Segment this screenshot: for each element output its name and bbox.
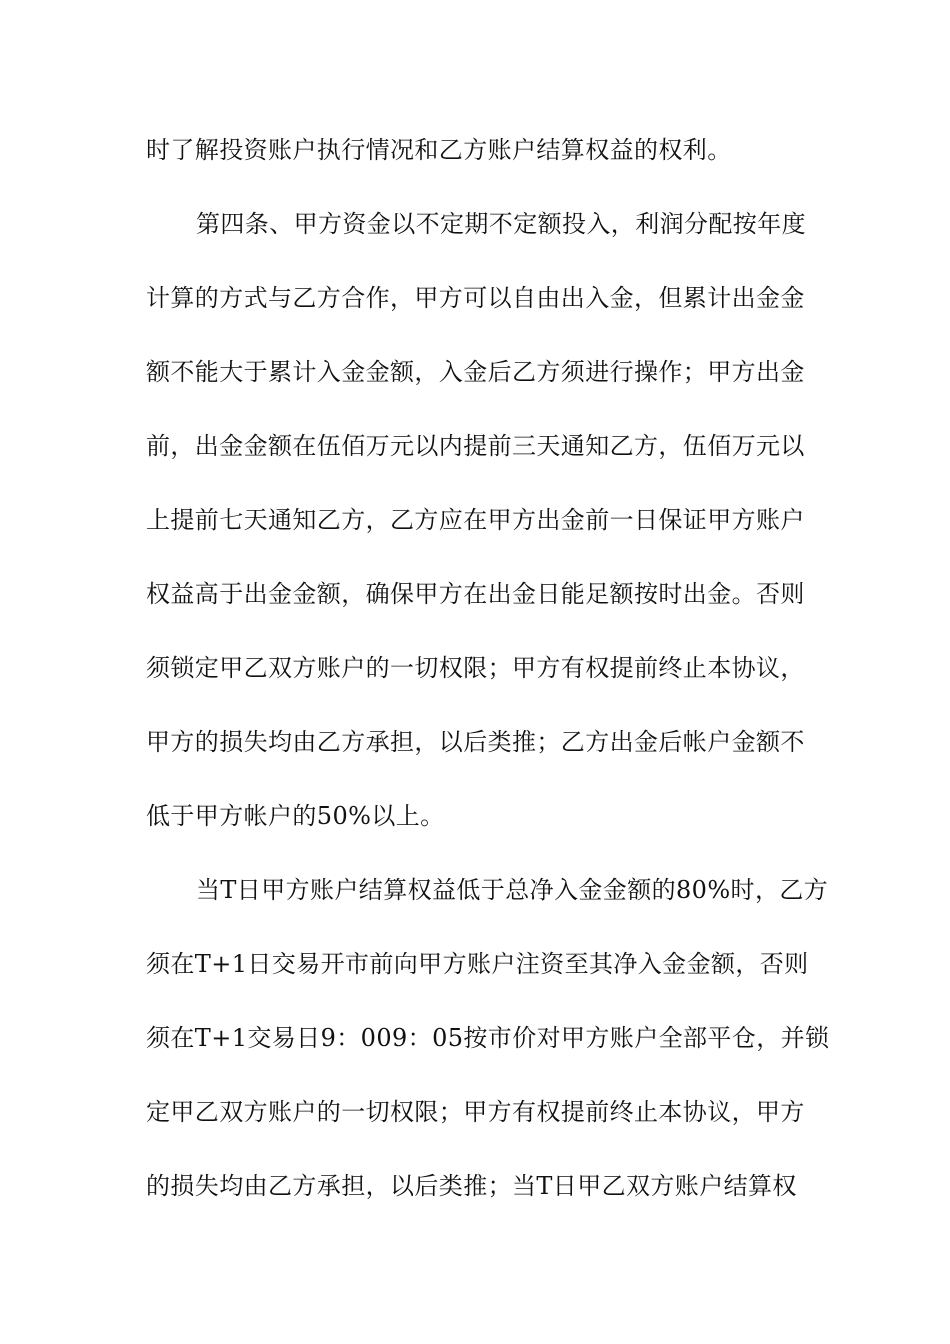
document-body	[146, 130, 830, 1240]
text-line: 须锁定甲乙双方账户的一切权限；甲方有权提前终止本协议，	[146, 654, 805, 682]
text-line: 权益高于出金金额，确保甲方在出金日能足额按时出金。否则	[146, 580, 805, 608]
text-line: 定甲乙双方账户的一切权限；甲方有权提前终止本协议，甲方	[146, 1098, 805, 1126]
text-line: 第四条、甲方资金以不定期不定额投入，利润分配按年度	[196, 210, 806, 238]
text-line: 的损失均由乙方承担，以后类推；当T日甲乙双方账户结算权	[146, 1172, 797, 1200]
text-line: 上提前七天通知乙方，乙方应在甲方出金前一日保证甲方账户	[146, 506, 805, 534]
text-line: 甲方的损失均由乙方承担，以后类推；乙方出金后帐户金额不	[146, 728, 805, 756]
text-line: 低于甲方帐户的50%以上。	[146, 802, 445, 830]
text-line: 须在T+1日交易开市前向甲方账户注资至其净入金金额，否则	[146, 950, 809, 978]
text-line: 计算的方式与乙方合作，甲方可以自由出入金，但累计出金金	[146, 284, 805, 312]
text-line: 时了解投资账户执行情况和乙方账户结算权益的权利。	[146, 136, 732, 164]
text-line: 前，出金金额在伍佰万元以内提前三天通知乙方，伍佰万元以	[146, 432, 805, 460]
text-line: 须在T+1交易日9：009：05按市价对甲方账户全部平仓，并锁	[146, 1024, 830, 1052]
text-line: 额不能大于累计入金金额，入金后乙方须进行操作；甲方出金	[146, 358, 805, 386]
text-line: 当T日甲方账户结算权益低于总净入金金额的80%时，乙方	[196, 876, 829, 904]
